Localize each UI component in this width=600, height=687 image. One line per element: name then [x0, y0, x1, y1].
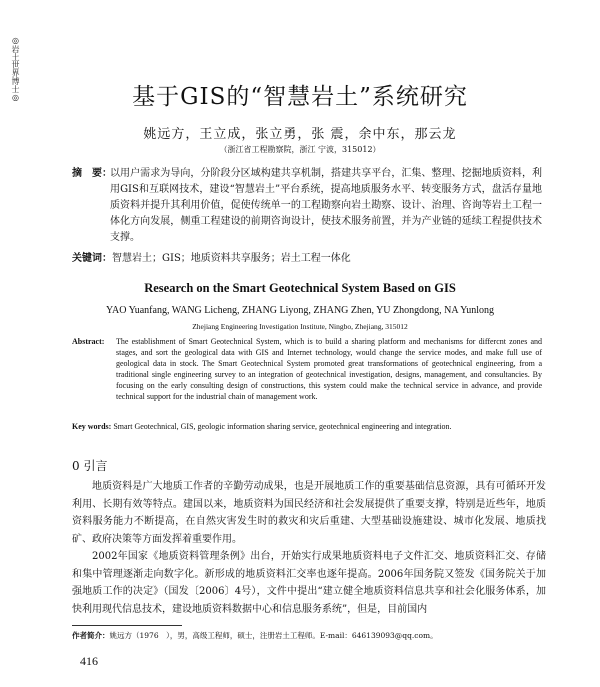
footnote-divider [72, 625, 182, 626]
section-heading-introduction: 0 引言 [72, 459, 108, 473]
footnote-label: 作者简介： [72, 631, 110, 640]
keywords-cn-label: 关键词： [72, 253, 112, 264]
affiliation-cn: （浙江省工程勘察院，浙江 宁波，315012） [219, 145, 381, 154]
page-number: 416 [80, 654, 98, 668]
paper-title-en: Research on the Smart Geotechnical System Based on GIS [144, 281, 456, 295]
abstract-en-text: The establishment of Smart Geotechnical System, which is to build a sharing platform and mechanisms for differcnt zones and stages, and sort the geological data with GIS and Internet technology, would change the service modes, and make full use of geological data in stock. The Smart Geotechnical System promoted great transformations of geotechnical engineering, from a traditional single engineering survey to an integration of geotechnical investigation, designs, management, and consultancies. By focusing on the early consulting design of constructions, this system could make the technical service in advance, and provide technical support for the industrial chain of management work. [116, 337, 542, 401]
abstract-en-label: Abstract: [72, 337, 105, 346]
abstract-cn [72, 166, 542, 246]
keywords-en-text: Smart Geotechnical, GIS, geologic information sharing service, geotechnical engineering and integration. [113, 422, 452, 431]
abstract-cn-text: 以用户需求为导向，分阶段分区域构建共享机制，搭建共享平台，汇集、整理、挖掘地质资料，利用GIS和互联网技术，建设“智慧岩土”平台系统，提高地质服务水平、转变服务方式，盘活存量地质资料并提升其利用价值，促使传统单一的工程勘察向岩土勘察、设计、治理、咨询等岩土工程一体化方向发展，侧重工程建设的前期咨询设计，使技术服务前置，并为产业链的延续工程提供技术支撑。 [110, 168, 542, 243]
keywords-cn-text: 智慧岩土；GIS；地质资料共享服务；岩土工程一体化 [112, 253, 351, 264]
keywords-cn [72, 252, 542, 266]
authors-cn: 姚远方，王立成，张立勇，张 震，余中东，那云龙 [143, 127, 457, 142]
abstract-cn-label: 摘 要： [72, 168, 112, 179]
body-text [72, 478, 546, 618]
keywords-en [72, 421, 542, 432]
abstract-en [72, 336, 542, 402]
authors-en: YAO Yuanfang, WANG Licheng, ZHANG Liyong, ZHANG Zhen, YU Zhongdong, NA Yunlong [105, 305, 495, 316]
keywords-en-label: Key words: [72, 422, 112, 431]
running-side-header: ◎岩土世界博士◎ [11, 36, 20, 102]
paper-title-cn: 基于GIS的“智慧岩土”系统研究 [132, 84, 468, 110]
body-paragraph: 2002年国家《地质资料管理条例》出台，开始实行成果地质资料电子文件汇交、地质资料汇交、存储和集中管理逐渐走向数字化。新形成的地质资料汇交率也逐年提高。2006年国务院又签发《国务院关于加强地质工作的决定》（国发〔2006〕4号），文件中提出“建立健全地质资料信息共享和社会化服务体系，加快利用现代信息技术，建设地质资料数据中心和信息服务系统”，但是，目前国内 [72, 551, 546, 615]
affiliation-en: Zhejiang Engineering Investigation Institute, Ningbo, Zhejiang, 315012 [192, 322, 408, 331]
body-paragraph: 地质资料是广大地质工作者的辛勤劳动成果，也是开展地质工作的重要基础信息资源，具有可循环开发利用、长期有效等特点。建国以来，地质资料为国民经济和社会发展提供了重要支撑，特别是近些年，地质资料服务能力不断提高，在自然灾害发生时的救灾和灾后重建、大型基础设施建设、城市化发展、地质找矿、政府决策等方面发挥着重要作用。 [72, 481, 546, 545]
author-footnote [72, 630, 546, 641]
footnote-text: 姚远方（1976 ），男，高级工程师，硕士，注册岩土工程师。E-mail：646139093@qq.com。 [109, 631, 438, 640]
